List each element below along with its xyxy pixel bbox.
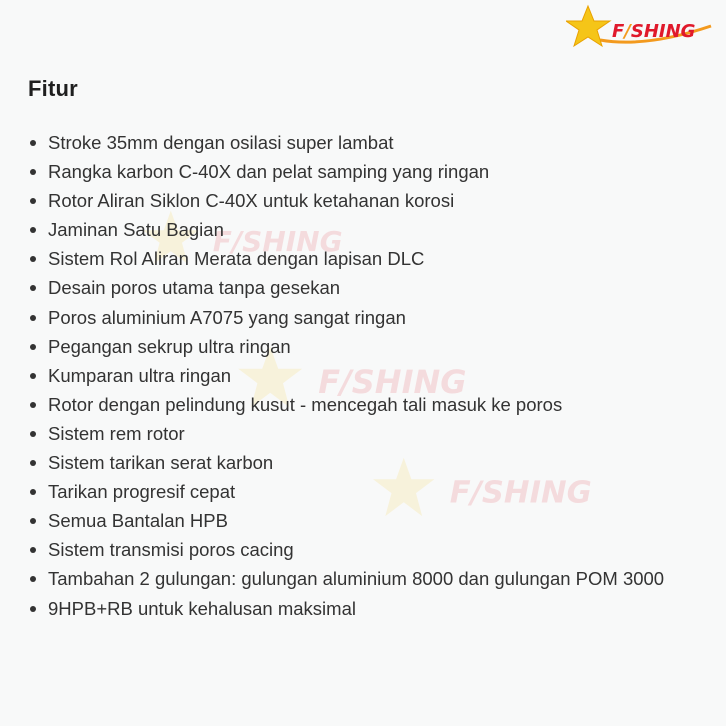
list-item — [30, 594, 664, 623]
bullet-icon — [30, 402, 36, 408]
list-item — [30, 186, 664, 215]
bullet-icon — [30, 576, 36, 582]
list-item-text: Jaminan Satu Bagian — [48, 219, 224, 241]
list-item-text: Sistem transmisi poros cacing — [48, 539, 294, 561]
svg-text:F/SHING: F/SHING — [212, 225, 343, 259]
bullet-icon — [30, 169, 36, 175]
list-item — [30, 535, 664, 564]
bullet-icon — [30, 431, 36, 437]
bullet-icon — [30, 285, 36, 291]
bullet-icon — [30, 489, 36, 495]
bullet-icon — [30, 198, 36, 204]
list-item — [30, 128, 664, 157]
svg-text:F/SHING: F/SHING — [449, 475, 592, 511]
bullet-icon — [30, 140, 36, 146]
logo-prefix: F — [612, 21, 625, 42]
bullet-icon — [30, 460, 36, 466]
bullet-icon — [30, 373, 36, 379]
section-title: Fitur — [28, 76, 78, 101]
logo-text: SHING — [630, 21, 696, 42]
bullet-icon — [30, 518, 36, 524]
list-item-text: Sistem Rol Aliran Merata dengan lapisan DLC — [48, 248, 425, 270]
list-item — [30, 506, 664, 535]
list-item-text: Poros aluminium A7075 yang sangat ringan — [48, 306, 406, 328]
feature-list — [30, 128, 664, 623]
svg-text:F/SHING: F/SHING — [612, 21, 696, 42]
list-item-text: Desain poros utama tanpa gesekan — [48, 277, 341, 299]
svg-text:F/SHING: F/SHING — [318, 362, 467, 401]
bullet-icon — [30, 344, 36, 350]
list-item-text: Sistem tarikan serat karbon — [48, 452, 274, 474]
list-item-text: Sistem rem rotor — [48, 422, 185, 444]
list-item-text: Kumparan ultra ringan — [48, 364, 232, 386]
list-item-text: Tambahan 2 gulungan: gulungan aluminium 8000 dan gulungan POM 3000 — [48, 568, 665, 590]
list-item — [30, 332, 664, 361]
list-item-text: Tarikan progresif cepat — [48, 481, 236, 503]
list-item — [30, 390, 664, 419]
list-item-text: Semua Bantalan HPB — [48, 510, 228, 532]
bullet-icon — [30, 256, 36, 262]
list-item-text: Rotor Aliran Siklon C-40X untuk ketahanan korosi — [48, 190, 455, 212]
brand-logo — [566, 4, 716, 52]
list-item-text: Rangka karbon C-40X dan pelat samping yang ringan — [48, 161, 490, 183]
list-item-text: Pegangan sekrup ultra ringan — [48, 335, 291, 357]
list-item — [30, 361, 664, 390]
bullet-icon — [30, 547, 36, 553]
bullet-icon — [30, 315, 36, 321]
list-item — [30, 303, 664, 332]
bullet-icon — [30, 227, 36, 233]
list-item-text: 9HPB+RB untuk kehalusan maksimal — [48, 597, 356, 619]
list-item-text: Rotor dengan pelindung kusut - mencegah tali masuk ke poros — [48, 393, 563, 415]
list-item — [30, 477, 664, 506]
list-item — [30, 273, 664, 302]
list-item — [30, 157, 664, 186]
list-item — [30, 244, 664, 273]
list-item — [30, 564, 664, 593]
bullet-icon — [30, 606, 36, 612]
list-item — [30, 448, 664, 477]
list-item-text: Stroke 35mm dengan osilasi super lambat — [48, 132, 394, 153]
list-item — [30, 215, 664, 244]
list-item — [30, 419, 664, 448]
